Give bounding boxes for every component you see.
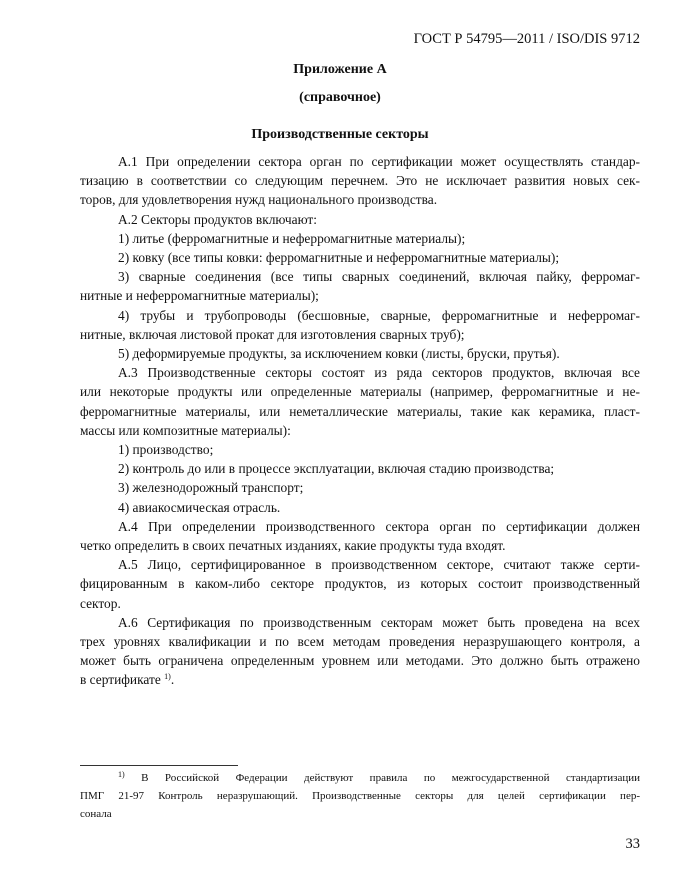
paragraph-line-text: фицированным в каком-либо секторе продуктов, из которых состоит производственный — [80, 576, 640, 592]
paragraph-line-text: массы или композитные материалы): — [80, 422, 291, 438]
paragraph-line-text: А.5 Лицо, сертифицированное в производственном секторе, считают также серти- — [118, 557, 640, 573]
paragraph-line — [118, 613, 640, 633]
paragraph-line — [80, 171, 640, 191]
paragraph-line — [80, 594, 640, 614]
paragraph-line — [80, 574, 640, 594]
paragraph-line-text: или некоторые продукты или определенные материалы (например, ферромагнитные и не- — [80, 384, 640, 400]
footnote-line — [118, 769, 640, 787]
paragraph-line-text: 1) литье (ферромагнитные и неферромагнитные материалы); — [118, 230, 466, 246]
document-header-code: ГОСТ Р 54795—2011 / ISO/DIS 9712 — [413, 31, 640, 47]
paragraph-line — [118, 344, 640, 364]
paragraph-line-text: тизацию в соответствии со следующим перечнем. Это не исключает развития новых сек- — [80, 173, 640, 189]
paragraph-line-text: четко определить в своих печатных изданиях, какие продукты туда входят. — [80, 538, 506, 553]
paragraph-line — [80, 651, 640, 671]
paragraph-line-text: 5) деформируемые продукты, за исключением ковки (листы, бруски, прутья). — [118, 346, 560, 361]
paragraph-line-text: 3) железнодорожный транспорт; — [118, 480, 304, 496]
paragraph-line-text: торов, для удовлетворения нужд национального производства. — [80, 192, 438, 208]
paragraph-line — [118, 152, 640, 172]
footnote-reference[interactable]: 1) — [164, 672, 171, 682]
paragraph-line — [118, 459, 640, 479]
sentence-end: . — [170, 672, 175, 688]
paragraph-line — [80, 325, 640, 345]
paragraph-line-text: 2) контроль до или в процессе эксплуатации, включая стадию производства; — [118, 461, 555, 477]
appendix-type: (справочное) — [299, 90, 381, 105]
section-title: Производственные секторы — [251, 127, 429, 142]
footnote-text: В Российской Федерации действуют правила по межгосударственной стандартизации — [141, 772, 640, 784]
paragraph-line-text: нитные, включая листовой прокат для изготовления сварных труб); — [80, 326, 465, 342]
paragraph-line-text: сектор. — [80, 595, 121, 611]
paragraph-line-text: в сертификате — [80, 672, 161, 688]
paragraph-line — [80, 536, 640, 556]
paragraph-line — [80, 670, 640, 690]
paragraph-line — [118, 248, 640, 268]
paragraph-line-text: 2) ковку (все типы ковки: ферромагнитные и неферромагнитные материалы); — [118, 250, 560, 265]
paragraph-line-text: трех уровнях квалификации и по всем методам проведения неразрушающего контроля, а — [80, 634, 640, 649]
paragraph-line — [80, 190, 640, 210]
footnote-text: ПМГ 21-97 Контроль неразрушающий. Производственные секторы для целей сертификации пер- — [80, 790, 640, 802]
paragraph-line-text: А.4 При определении производственного сектора орган по сертификации должен — [118, 518, 640, 534]
appendix-title: Приложение А — [293, 62, 387, 77]
paragraph-line — [118, 478, 640, 498]
paragraph-line-text: А.6 Сертификация по производственным секторам может быть проведена на всех — [118, 614, 640, 630]
paragraph-line-text: может быть ограничена определенным уровнем или методами. Это должно быть отражено — [80, 653, 640, 669]
footnote-mark: 1) — [118, 770, 125, 779]
paragraph-line-text: 4) авиакосмическая отрасль. — [118, 499, 281, 515]
paragraph-line — [118, 306, 640, 326]
paragraph-line — [118, 267, 640, 287]
paragraph-line — [118, 517, 640, 537]
paragraph-line-text: 3) сварные соединения (все типы сварных соединений, включая пайку, ферромаг- — [118, 269, 640, 285]
paragraph-line — [118, 229, 640, 249]
footnote-line — [80, 787, 640, 805]
paragraph-line-text: нитные и неферромагнитные материалы); — [80, 288, 319, 304]
paragraph-line-text: А.3 Производственные секторы состоят из ряда секторов продуктов, включая все — [118, 365, 640, 381]
footnote-text: сонала — [80, 808, 112, 820]
paragraph-line-text: 4) трубы и трубопроводы (бесшовные, сварные, ферромагнитные и неферромаг- — [118, 307, 640, 323]
paragraph-line — [118, 555, 640, 575]
paragraph-line-text: ферромагнитные материалы, или неметаллические материалы, такие как керамика, пласт- — [80, 403, 640, 419]
paragraph-line — [80, 382, 640, 402]
paragraph-line — [118, 363, 640, 383]
paragraph-line-text: А.1 При определении сектора орган по сертификации может осуществлять стандар- — [118, 154, 640, 169]
paragraph-line — [80, 402, 640, 422]
page-number: 33 — [625, 836, 640, 852]
footnote-line — [80, 805, 640, 823]
paragraph-line — [118, 210, 640, 230]
paragraph-line — [118, 440, 640, 460]
footnote-divider — [80, 765, 238, 766]
paragraph-line-text: А.2 Секторы продуктов включают: — [118, 211, 317, 227]
paragraph-line — [80, 286, 640, 306]
paragraph-line — [80, 632, 640, 652]
paragraph-line — [118, 498, 640, 518]
paragraph-line-text: 1) производство; — [118, 442, 214, 457]
paragraph-line — [80, 421, 640, 441]
